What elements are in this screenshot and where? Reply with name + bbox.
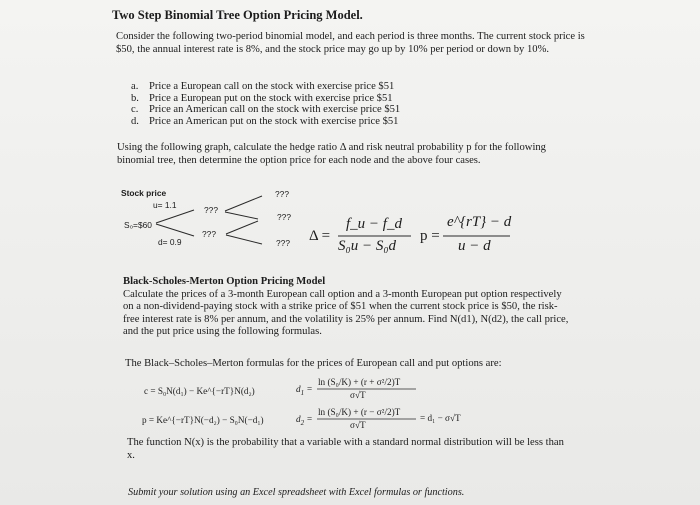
d1-label: $d_1$ = <box>296 384 313 397</box>
branch-down <box>156 224 194 236</box>
prob-formula-lhs: p = <box>420 228 440 244</box>
document-title: Two Step Binomial Tree Option Pricing Model. <box>112 8 363 22</box>
tree-root-price: S₀=$60 <box>124 220 152 230</box>
task-text: Price an American put on the stock with exercise price $51 <box>149 115 399 127</box>
d2-label: $d_2$ = <box>296 414 313 427</box>
d2-numerator: ln (S₀/K) + (r − σ²/2)T <box>318 407 401 417</box>
hedge-formula-lhs: Δ = <box>309 228 331 244</box>
tree-node-uu: ??? <box>275 189 289 199</box>
tree-node-down: ??? <box>202 229 216 239</box>
normal-distribution-note: The function N(x) is the probability that a variable with a standard normal distribution will be less than x. <box>127 437 564 461</box>
branch-uu <box>225 196 262 211</box>
prob-formula-numerator: e^{rT} − d <box>447 214 512 230</box>
submission-instruction: Submit your solution using an Excel spreadsheet with Excel formulas or functions. <box>128 487 465 498</box>
task-marker: a. <box>131 81 139 92</box>
tree-up-factor: u= 1.1 <box>153 200 177 210</box>
bsm-paragraph: Calculate the prices of a 3-month European call option and a 3-month European put option respectively on a non-dividend-paying stock with a strike price of $51 when the current stock price is $50, the risk-free interest rate is 8% per annum, and the volatility is 25% per annum. Find N(d1), N(d2), the call price, and the put price using the following formulas. <box>123 288 569 338</box>
branch-ud-1 <box>225 212 258 219</box>
hedge-formula-numerator: f_u − f_d <box>346 216 402 232</box>
bsm-heading: Black-Scholes-Merton Option Pricing Model <box>123 276 326 287</box>
d2-denominator: σ√T <box>350 420 366 430</box>
prob-formula-denominator: u − d <box>458 238 491 254</box>
task-marker: b. <box>131 92 139 104</box>
branch-up <box>156 210 194 223</box>
hedge-formula-denominator: S₀u − S₀d <box>338 238 397 254</box>
d2-tail: = d₁ − σ√T <box>420 413 461 423</box>
tree-node-ud: ??? <box>277 212 291 222</box>
bsm-section <box>123 276 573 339</box>
tree-node-up: ??? <box>204 205 218 215</box>
call-formula: c = S₀N(d₁) − Ke^{−rT}N(d₂) <box>144 386 255 396</box>
task-marker: d. <box>131 115 139 127</box>
d1-denominator: σ√T <box>350 390 366 400</box>
task-marker: c. <box>131 104 139 115</box>
task-text: Price an American call on the stock with exercise price $51 <box>149 104 401 115</box>
instruction-paragraph: Using the following graph, calculate the hedge ratio Δ and risk neutral probability p for the following binomial tree, then determine the option price for each node and the above four cases. <box>117 142 546 166</box>
task-text: Price a European put on the stock with exercise price $51 <box>149 92 393 104</box>
task-text: Price a European call on the stock with exercise price $51 <box>149 81 395 92</box>
put-formula: p = Ke^{−rT}N(−d₂) − S₀N(−d₁) <box>142 415 264 425</box>
d1-numerator: ln (S₀/K) + (r + σ²/2)T <box>318 377 401 387</box>
tree-node-dd: ??? <box>276 238 290 248</box>
bsm-formula-intro: The Black–Scholes–Merton formulas for the prices of European call and put options are: <box>125 358 502 369</box>
branch-dd <box>226 235 262 244</box>
intro-paragraph: Consider the following two-period binomial model, and each period is three months. The current stock price is $50, the annual interest rate is 8%, and the stock price may go up by 10% per period or down by 10%. <box>116 31 585 55</box>
tree-label: Stock price <box>121 188 167 198</box>
tree-down-factor: d= 0.9 <box>158 237 182 247</box>
branch-ud-2 <box>226 221 258 234</box>
